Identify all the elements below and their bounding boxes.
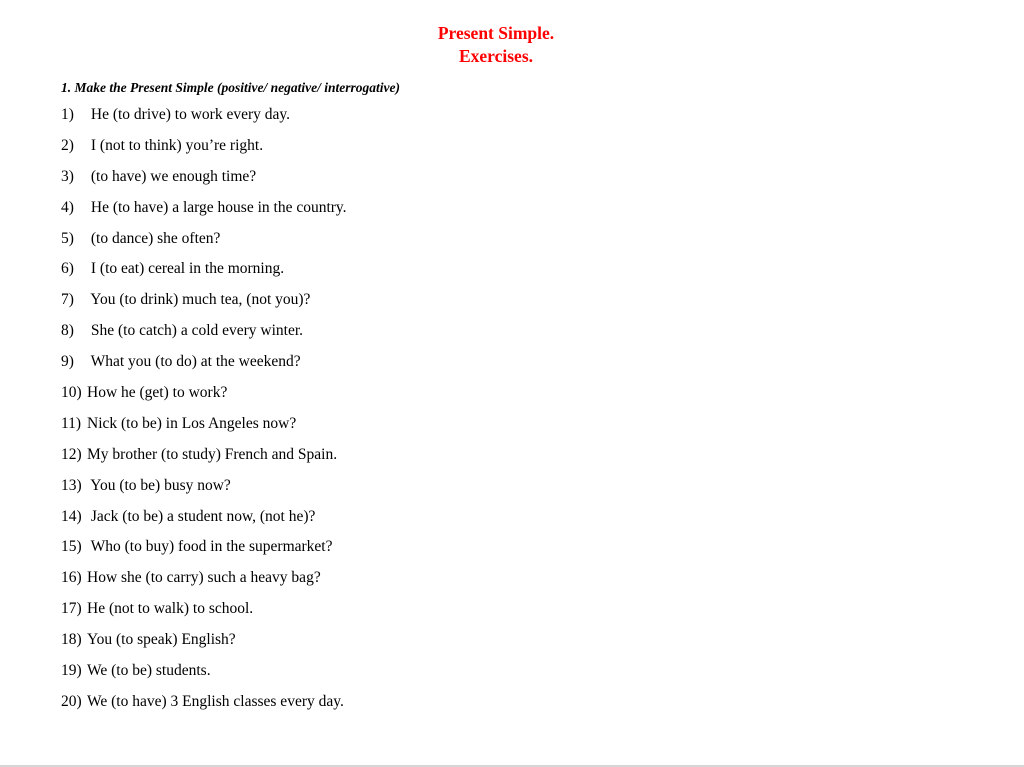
item-number: 1) bbox=[61, 106, 74, 123]
item-number: 16) bbox=[61, 569, 82, 587]
list-item bbox=[61, 289, 347, 320]
item-text: Nick (to be) in Los Angeles now? bbox=[87, 414, 297, 432]
item-number: 10) bbox=[61, 384, 82, 402]
item-number: 12) bbox=[61, 445, 82, 463]
list-item bbox=[61, 506, 347, 537]
item-number: 17) bbox=[61, 600, 82, 618]
list-item bbox=[61, 413, 347, 444]
item-text: How he (get) to work? bbox=[87, 384, 228, 402]
item-number: 9) bbox=[61, 353, 74, 371]
list-item bbox=[61, 691, 347, 722]
item-text: You (to be) busy now? bbox=[87, 476, 231, 494]
list-item bbox=[61, 536, 347, 567]
list-item bbox=[61, 382, 347, 413]
list-item bbox=[61, 660, 347, 691]
item-text: He (to drive) to work every day. bbox=[87, 106, 291, 123]
item-text: My brother (to study) French and Spain. bbox=[87, 445, 338, 463]
item-text: What you (to do) at the weekend? bbox=[87, 353, 301, 371]
item-number: 7) bbox=[61, 291, 74, 309]
item-text: Jack (to be) a student now, (not he)? bbox=[87, 507, 316, 525]
item-number: 20) bbox=[61, 692, 82, 710]
list-item bbox=[61, 475, 347, 506]
list-item bbox=[61, 228, 347, 259]
list-item bbox=[61, 197, 347, 228]
list-item bbox=[61, 166, 347, 197]
list-item bbox=[61, 104, 347, 135]
exercise-list bbox=[61, 104, 347, 722]
list-item bbox=[61, 444, 347, 475]
item-number: 15) bbox=[61, 538, 82, 556]
item-number: 4) bbox=[61, 198, 74, 216]
item-number: 3) bbox=[61, 167, 74, 185]
title-line-2: Exercises. bbox=[458, 46, 534, 66]
item-number: 6) bbox=[61, 260, 74, 278]
exercise-instruction: 1. Make the Present Simple (positive/ negative/ interrogative) bbox=[61, 80, 400, 95]
item-text: (to dance) she often? bbox=[87, 229, 221, 247]
list-item bbox=[61, 629, 347, 660]
item-text: We (to have) 3 English classes every day. bbox=[87, 692, 344, 710]
list-item bbox=[61, 258, 347, 289]
item-number: 14) bbox=[61, 507, 82, 525]
item-text: You (to speak) English? bbox=[87, 631, 236, 649]
list-item bbox=[61, 351, 347, 382]
item-number: 8) bbox=[61, 322, 74, 340]
item-text: He (to have) a large house in the country. bbox=[87, 198, 347, 216]
item-text: (to have) we enough time? bbox=[87, 167, 257, 185]
item-text: She (to catch) a cold every winter. bbox=[87, 322, 304, 340]
item-text: I (to eat) cereal in the morning. bbox=[87, 260, 285, 278]
list-item bbox=[61, 567, 347, 598]
item-number: 2) bbox=[61, 136, 74, 154]
list-item bbox=[61, 135, 347, 166]
item-text: You (to drink) much tea, (not you)? bbox=[87, 291, 311, 309]
list-item bbox=[61, 598, 347, 629]
item-number: 13) bbox=[61, 476, 82, 494]
list-item bbox=[61, 320, 347, 351]
item-number: 19) bbox=[61, 662, 82, 680]
item-text: We (to be) students. bbox=[87, 662, 211, 680]
item-text: I (not to think) you’re right. bbox=[87, 136, 264, 154]
item-number: 18) bbox=[61, 631, 82, 649]
page-title bbox=[0, 22, 992, 68]
item-number: 5) bbox=[61, 229, 74, 247]
item-number: 11) bbox=[61, 414, 82, 432]
item-text: Who (to buy) food in the supermarket? bbox=[87, 538, 333, 556]
title-line-1: Present Simple. bbox=[437, 23, 555, 43]
item-text: He (not to walk) to school. bbox=[87, 600, 254, 618]
item-text: How she (to carry) such a heavy bag? bbox=[87, 569, 321, 587]
